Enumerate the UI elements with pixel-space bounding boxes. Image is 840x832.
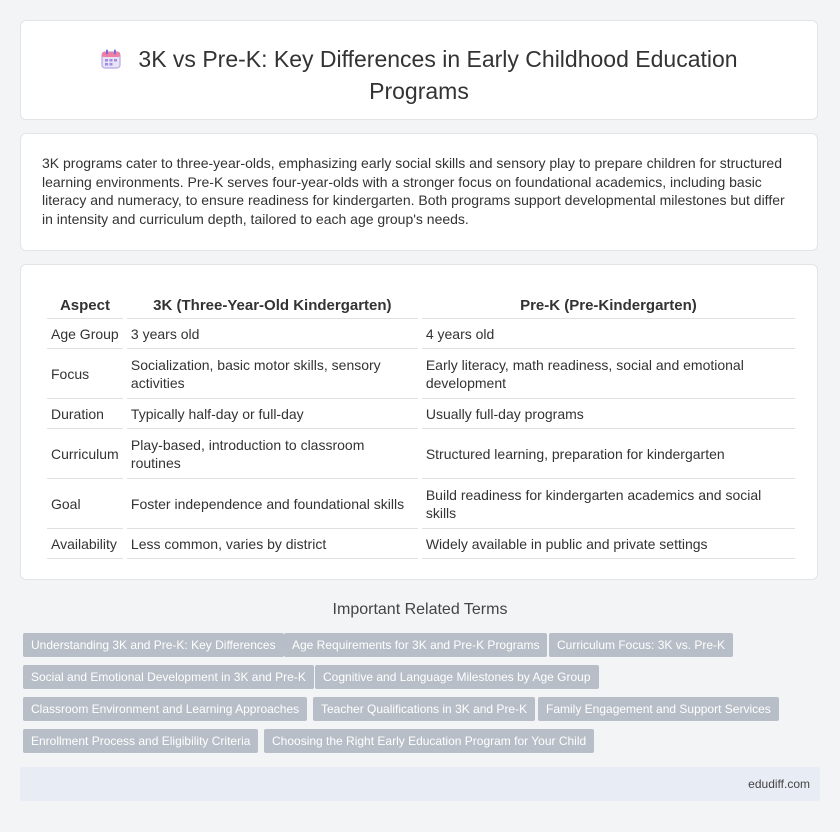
cell-3k: Less common, varies by district bbox=[127, 529, 418, 559]
header-card bbox=[20, 20, 818, 120]
related-tag[interactable]: Family Engagement and Support Services bbox=[538, 697, 779, 721]
intro-paragraph: 3K programs cater to three-year-olds, emphasizing early social skills and sensory play to prepare children for structured learning environments. Pre-K serves four-year-olds with a stronger focus on foundational academics, including basic literacy and numeracy, to ensure readiness for kindergarten. Both programs support developmental milestones but differ in intensity and curriculum depth, tailored to each age group's needs. bbox=[42, 155, 785, 227]
cell-aspect: Age Group bbox=[47, 319, 123, 349]
header-3k: 3K (Three-Year-Old Kindergarten) bbox=[127, 293, 418, 319]
cell-3k: 3 years old bbox=[127, 319, 418, 349]
related-tag[interactable]: Choosing the Right Early Education Program for Your Child bbox=[264, 729, 594, 753]
related-tag[interactable]: Enrollment Process and Eligibility Criteria bbox=[23, 729, 258, 753]
calendar-icon bbox=[100, 48, 122, 77]
page-title bbox=[61, 45, 777, 106]
cell-aspect: Curriculum bbox=[47, 429, 123, 479]
cell-aspect: Focus bbox=[47, 349, 123, 399]
table-row bbox=[47, 319, 795, 349]
header-aspect: Aspect bbox=[47, 293, 123, 319]
related-tag[interactable]: Curriculum Focus: 3K vs. Pre-K bbox=[549, 633, 733, 657]
cell-3k: Foster independence and foundational skills bbox=[127, 479, 418, 529]
comparison-card bbox=[20, 264, 818, 580]
footer-site[interactable]: edudiff.com bbox=[748, 777, 810, 791]
table-header-row bbox=[47, 293, 795, 319]
table-row bbox=[47, 349, 795, 399]
intro-card bbox=[20, 133, 818, 251]
cell-prek: Widely available in public and private settings bbox=[422, 529, 795, 559]
cell-3k: Socialization, basic motor skills, sensory activities bbox=[127, 349, 418, 399]
cell-prek: 4 years old bbox=[422, 319, 795, 349]
header-prek: Pre-K (Pre-Kindergarten) bbox=[422, 293, 795, 319]
cell-aspect: Availability bbox=[47, 529, 123, 559]
cell-aspect: Goal bbox=[47, 479, 123, 529]
cell-prek: Build readiness for kindergarten academics and social skills bbox=[422, 479, 795, 529]
footer bbox=[20, 767, 820, 801]
title-text: 3K vs Pre-K: Key Differences in Early Childhood Education Programs bbox=[138, 46, 738, 104]
related-terms-title: Important Related Terms bbox=[332, 601, 508, 618]
table-row bbox=[47, 479, 795, 529]
related-tag[interactable]: Age Requirements for 3K and Pre-K Programs bbox=[284, 633, 547, 657]
related-tag[interactable]: Understanding 3K and Pre-K: Key Differences bbox=[23, 633, 284, 657]
cell-prek: Early literacy, math readiness, social and emotional development bbox=[422, 349, 795, 399]
related-tag[interactable]: Classroom Environment and Learning Approaches bbox=[23, 697, 307, 721]
related-tag[interactable]: Social and Emotional Development in 3K and Pre-K bbox=[23, 665, 314, 689]
cell-prek: Usually full-day programs bbox=[422, 399, 795, 429]
cell-prek: Structured learning, preparation for kindergarten bbox=[422, 429, 795, 479]
table-row bbox=[47, 429, 795, 479]
table-row bbox=[47, 529, 795, 559]
comparison-table bbox=[43, 293, 799, 559]
cell-aspect: Duration bbox=[47, 399, 123, 429]
cell-3k: Typically half-day or full-day bbox=[127, 399, 418, 429]
related-tag[interactable]: Teacher Qualifications in 3K and Pre-K bbox=[313, 697, 535, 721]
table-row bbox=[47, 399, 795, 429]
related-tag[interactable]: Cognitive and Language Milestones by Age Group bbox=[315, 665, 599, 689]
cell-3k: Play-based, introduction to classroom routines bbox=[127, 429, 418, 479]
